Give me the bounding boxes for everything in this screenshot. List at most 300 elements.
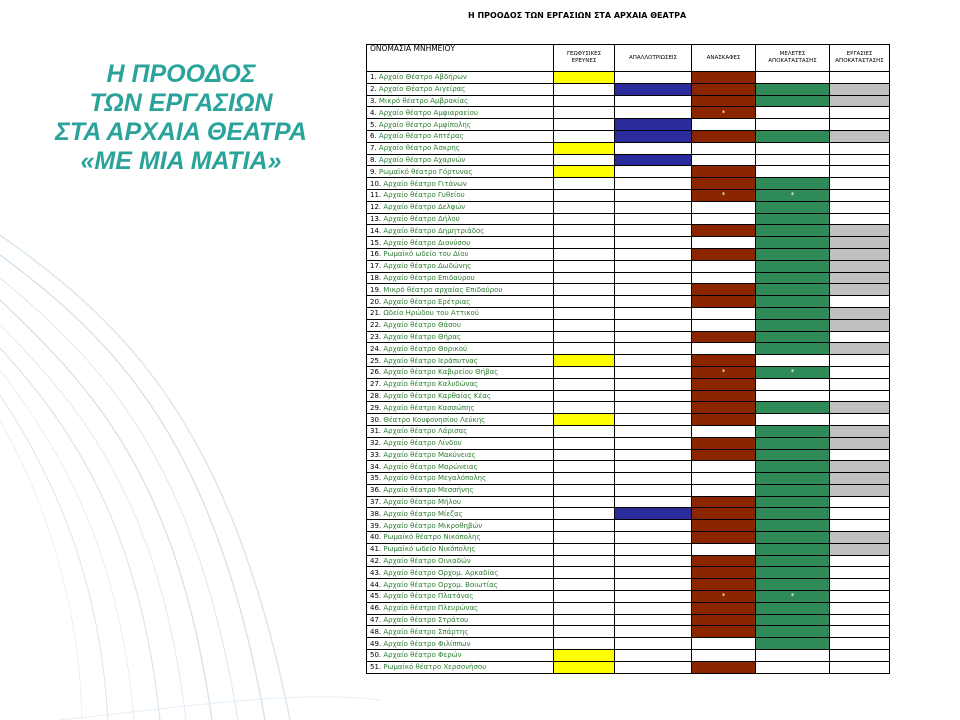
monument-name-cell: [367, 496, 554, 508]
monument-name: Αρχαίο θέατρο Άσκρης: [378, 144, 460, 153]
status-cell-geophysical: [554, 154, 615, 166]
status-cell-expropriations: [615, 248, 692, 260]
status-cell-restoration-works: [830, 378, 890, 390]
status-cell-excavations: [692, 272, 756, 284]
status-cell-excavations: [692, 201, 756, 213]
status-cell-restoration-works: [830, 638, 890, 650]
monument-name: Αρχαίο θέατρο Πλατάνας: [383, 592, 474, 601]
status-cell-expropriations: [615, 366, 692, 378]
status-cell-geophysical: [554, 366, 615, 378]
status-cell-excavations: [692, 237, 756, 249]
status-cell-restoration-works: [830, 248, 890, 260]
status-cell-excavations: [692, 638, 756, 650]
status-cell-geophysical: [554, 532, 615, 544]
status-cell-restoration-studies: [756, 378, 830, 390]
status-cell-geophysical: [554, 355, 615, 367]
status-cell-geophysical: [554, 225, 615, 237]
monument-name-cell: [367, 237, 554, 249]
column-header-geophysical: ΓΕΩΦΥΣΙΚΕΣ ΕΡΕΥΝΕΣ: [554, 45, 615, 72]
monument-name: Ρωμαϊκό θέατρο Γόρτυνας: [378, 167, 473, 176]
table-row: [367, 213, 890, 225]
side-title-line: ΣΤΑ ΑΡΧΑΙΑ ΘΕΑΤΡΑ: [55, 118, 307, 146]
monument-number: 1.: [370, 73, 377, 82]
monument-name: Αρχαίο θέατρο Πλευρώνας: [383, 604, 479, 613]
monument-name: Αρχαίο θέατρο Θορικού: [383, 344, 468, 353]
monument-name-cell: [367, 473, 554, 485]
status-cell-restoration-studies: [756, 178, 830, 190]
table-row: [367, 107, 890, 119]
table-row: [367, 378, 890, 390]
monument-name: Αρχαίο θέατρο Φιλίππων: [383, 639, 471, 648]
monument-name: Αρχαίο θέατρο Δωδώνης: [383, 262, 472, 271]
monument-name-cell: [367, 626, 554, 638]
monument-name-cell: [367, 650, 554, 662]
monument-name-cell: [367, 532, 554, 544]
status-cell-geophysical: [554, 178, 615, 190]
monument-name: Ρωμαϊκό θέατρο Νικόπολης: [383, 533, 481, 542]
status-cell-expropriations: [615, 119, 692, 131]
table-row: [367, 260, 890, 272]
status-cell-expropriations: [615, 461, 692, 473]
status-cell-geophysical: [554, 390, 615, 402]
monument-name-cell: [367, 390, 554, 402]
status-cell-excavations: [692, 579, 756, 591]
status-cell-restoration-studies: [756, 107, 830, 119]
monument-name: Αρχαίο θέατρο Μίεζας: [383, 509, 463, 518]
monument-name: Ρωμαϊκό ωδείο του Δίου: [383, 250, 469, 259]
status-cell-restoration-studies: [756, 555, 830, 567]
status-cell-restoration-studies: [756, 614, 830, 626]
status-cell-expropriations: [615, 661, 692, 673]
status-cell-restoration-works: [830, 355, 890, 367]
table-row: [367, 284, 890, 296]
table-row: [367, 272, 890, 284]
status-cell-restoration-studies: [756, 95, 830, 107]
status-cell-expropriations: [615, 343, 692, 355]
status-cell-expropriations: [615, 532, 692, 544]
monument-name-cell: [367, 579, 554, 591]
status-cell-restoration-studies: [756, 567, 830, 579]
status-cell-geophysical: [554, 331, 615, 343]
status-cell-restoration-works: [830, 260, 890, 272]
monument-number: 49.: [370, 639, 382, 648]
status-cell-restoration-studies: [756, 72, 830, 84]
status-cell-excavations: [692, 331, 756, 343]
status-cell-restoration-works: [830, 95, 890, 107]
monument-name-cell: [367, 319, 554, 331]
status-cell-restoration-studies: [756, 237, 830, 249]
status-cell-expropriations: [615, 331, 692, 343]
monument-name-cell: [367, 661, 554, 673]
status-cell-expropriations: [615, 425, 692, 437]
status-cell-restoration-works: [830, 343, 890, 355]
table-row: [367, 614, 890, 626]
monument-name-cell: [367, 119, 554, 131]
status-cell-restoration-works: [830, 543, 890, 555]
column-header-restoration-works: ΕΡΓΑΣΙΕΣ ΑΠΟΚΑΤΑΣΤΑΣΗΣ: [830, 45, 890, 72]
status-cell-geophysical: [554, 201, 615, 213]
monument-name: Αρχαίο θέατρο Μεγαλόπολης: [383, 474, 487, 483]
status-cell-excavations: [692, 142, 756, 154]
monument-number: 23.: [370, 332, 382, 341]
status-cell-geophysical: [554, 260, 615, 272]
monument-number: 43.: [370, 568, 382, 577]
status-cell-restoration-studies: [756, 142, 830, 154]
status-cell-restoration-works: [830, 661, 890, 673]
monument-name-cell: [367, 425, 554, 437]
monument-number: 44.: [370, 580, 382, 589]
monument-name-cell: [367, 272, 554, 284]
status-cell-geophysical: [554, 614, 615, 626]
status-cell-excavations: *: [692, 189, 756, 201]
status-cell-restoration-studies: [756, 626, 830, 638]
table-row: [367, 331, 890, 343]
status-cell-restoration-studies: [756, 260, 830, 272]
status-cell-restoration-works: [830, 284, 890, 296]
monument-name: Θέατρο Κουφονησίου Λεύκης: [383, 415, 486, 424]
status-cell-restoration-works: [830, 449, 890, 461]
status-cell-excavations: [692, 543, 756, 555]
monument-number: 19.: [370, 285, 382, 294]
status-cell-geophysical: [554, 142, 615, 154]
monument-number: 36.: [370, 486, 382, 495]
monument-name: Αρχαίο θέατρο Θήρας: [383, 332, 462, 341]
table-row: [367, 437, 890, 449]
status-cell-geophysical: [554, 661, 615, 673]
status-cell-restoration-studies: [756, 520, 830, 532]
status-cell-excavations: [692, 484, 756, 496]
table-title: Η ΠΡΟΟΔΟΣ ΤΩΝ ΕΡΓΑΣΙΩΝ ΣΤΑ ΑΡΧΑΙΑ ΘΕΑΤΡΑ: [468, 11, 687, 20]
table-header-row: [367, 45, 890, 72]
status-cell-restoration-works: [830, 602, 890, 614]
status-cell-restoration-works: [830, 484, 890, 496]
status-cell-geophysical: [554, 237, 615, 249]
table-row: [367, 248, 890, 260]
status-cell-excavations: [692, 307, 756, 319]
status-cell-restoration-works: [830, 591, 890, 603]
monument-name-cell: [367, 402, 554, 414]
status-cell-excavations: *: [692, 591, 756, 603]
status-cell-excavations: [692, 520, 756, 532]
table-row: [367, 567, 890, 579]
status-cell-expropriations: [615, 390, 692, 402]
monument-name: Αρχαίο θέατρο Αμφίπολης: [378, 120, 471, 129]
status-cell-restoration-studies: [756, 307, 830, 319]
monument-number: 38.: [370, 509, 382, 518]
status-cell-excavations: [692, 296, 756, 308]
status-cell-restoration-studies: [756, 201, 830, 213]
table-row: [367, 178, 890, 190]
status-cell-excavations: [692, 496, 756, 508]
table-row: [367, 626, 890, 638]
monument-name: Αρχαίο θέατρο Διονύσου: [383, 238, 471, 247]
table-row: [367, 508, 890, 520]
status-cell-expropriations: [615, 284, 692, 296]
status-cell-expropriations: [615, 154, 692, 166]
status-cell-restoration-studies: [756, 331, 830, 343]
monument-name-cell: [367, 567, 554, 579]
status-cell-restoration-studies: [756, 543, 830, 555]
monument-number: 40.: [370, 533, 382, 542]
monument-name: Αρχαίο θέατρο Ερέτριας: [383, 297, 471, 306]
monument-name: Αρχαίο θέατρο Αχαρνών: [378, 155, 466, 164]
monument-name-cell: [367, 284, 554, 296]
status-cell-restoration-studies: *: [756, 591, 830, 603]
status-cell-excavations: [692, 461, 756, 473]
monument-name-cell: [367, 201, 554, 213]
status-cell-restoration-studies: [756, 579, 830, 591]
monument-name: Αρχαίο Θέατρο Αβδήρων: [378, 73, 467, 82]
table-row: [367, 591, 890, 603]
monument-name: Αρχαίο θέατρο Δημητριάδος: [383, 226, 485, 235]
status-cell-restoration-studies: [756, 661, 830, 673]
monument-name: Αρχαίο θέατρο Μικροθηβών: [383, 521, 483, 530]
status-cell-excavations: [692, 414, 756, 426]
monument-number: 31.: [370, 427, 382, 436]
table-row: [367, 449, 890, 461]
status-cell-restoration-works: [830, 201, 890, 213]
status-cell-expropriations: [615, 602, 692, 614]
table-row: [367, 366, 890, 378]
monument-name-cell: [367, 543, 554, 555]
status-cell-excavations: [692, 83, 756, 95]
status-cell-geophysical: [554, 567, 615, 579]
monument-name: Ρωμαϊκό ωδείο Νικόπολης: [383, 545, 476, 554]
monument-name: Αρχαίο θέατρο Δελφών: [383, 203, 466, 212]
status-cell-restoration-works: [830, 473, 890, 485]
monument-name: Μικρό θέατρο αρχαίας Επιδαύρου: [383, 285, 503, 294]
table-row: [367, 296, 890, 308]
monument-number: 14.: [370, 226, 382, 235]
status-cell-expropriations: [615, 508, 692, 520]
status-cell-expropriations: [615, 402, 692, 414]
side-title-line: «ΜΕ ΜΙΑ ΜΑΤΙΑ»: [80, 147, 282, 175]
monument-number: 32.: [370, 439, 382, 448]
status-cell-expropriations: [615, 142, 692, 154]
status-cell-expropriations: [615, 579, 692, 591]
status-cell-expropriations: [615, 638, 692, 650]
status-cell-geophysical: [554, 119, 615, 131]
monument-name-cell: [367, 154, 554, 166]
monument-name: Αρχαίο θέατρο Δήλου: [383, 214, 460, 223]
status-cell-expropriations: [615, 83, 692, 95]
monument-name-cell: [367, 331, 554, 343]
status-cell-restoration-works: [830, 237, 890, 249]
status-cell-geophysical: [554, 508, 615, 520]
monument-number: 28.: [370, 391, 382, 400]
monument-name: Αρχαίο θέατρο Ορχομ. Αρκαδίας: [383, 568, 499, 577]
monument-number: 42.: [370, 557, 382, 566]
status-cell-expropriations: [615, 319, 692, 331]
table-row: [367, 130, 890, 142]
status-cell-restoration-studies: [756, 496, 830, 508]
status-cell-restoration-studies: [756, 473, 830, 485]
status-cell-geophysical: [554, 248, 615, 260]
status-cell-expropriations: [615, 189, 692, 201]
monument-name: Αρχαίο θέατρο Λίνδου: [383, 439, 462, 448]
status-cell-restoration-works: [830, 402, 890, 414]
status-cell-geophysical: [554, 272, 615, 284]
status-cell-restoration-works: [830, 520, 890, 532]
status-cell-excavations: [692, 178, 756, 190]
monument-name: Αρχαίο θέατρο Λάρισας: [383, 427, 468, 436]
monument-name-cell: [367, 355, 554, 367]
status-cell-restoration-studies: [756, 425, 830, 437]
monument-name-cell: [367, 107, 554, 119]
status-cell-expropriations: [615, 567, 692, 579]
table-row: [367, 390, 890, 402]
column-header-expropriations: ΑΠΑΛΛΟΤΡΙΩΣΕΙΣ: [615, 45, 692, 72]
status-cell-excavations: [692, 95, 756, 107]
monument-name-cell: [367, 378, 554, 390]
status-cell-expropriations: [615, 166, 692, 178]
status-cell-restoration-works: [830, 72, 890, 84]
status-cell-excavations: [692, 378, 756, 390]
status-cell-expropriations: [615, 449, 692, 461]
monument-name-cell: [367, 72, 554, 84]
status-cell-geophysical: [554, 473, 615, 485]
table-row: [367, 496, 890, 508]
monument-number: 37.: [370, 498, 382, 507]
status-cell-excavations: [692, 355, 756, 367]
monument-name-cell: [367, 83, 554, 95]
monument-number: 39.: [370, 521, 382, 530]
monument-number: 30.: [370, 415, 382, 424]
monument-name-cell: [367, 307, 554, 319]
status-cell-expropriations: [615, 555, 692, 567]
monument-name: Αρχαίο θέατρο Απτέρας: [378, 132, 464, 141]
table-row: [367, 95, 890, 107]
table-row: [367, 83, 890, 95]
status-cell-expropriations: [615, 272, 692, 284]
monument-name-cell: [367, 461, 554, 473]
table-row: [367, 543, 890, 555]
monument-number: 15.: [370, 238, 382, 247]
status-cell-restoration-works: [830, 189, 890, 201]
table-row: [367, 579, 890, 591]
status-cell-restoration-works: [830, 650, 890, 662]
status-cell-restoration-works: [830, 579, 890, 591]
monument-number: 3.: [370, 96, 377, 105]
status-cell-expropriations: [615, 355, 692, 367]
status-cell-restoration-studies: [756, 437, 830, 449]
status-cell-restoration-studies: [756, 461, 830, 473]
status-cell-expropriations: [615, 307, 692, 319]
status-cell-geophysical: [554, 461, 615, 473]
status-cell-geophysical: [554, 166, 615, 178]
monument-number: 18.: [370, 273, 382, 282]
status-cell-expropriations: [615, 237, 692, 249]
table-row: [367, 520, 890, 532]
monument-number: 6.: [370, 132, 377, 141]
status-cell-restoration-works: [830, 425, 890, 437]
monument-number: 16.: [370, 250, 382, 259]
table-row: [367, 414, 890, 426]
status-cell-excavations: [692, 343, 756, 355]
status-cell-geophysical: [554, 496, 615, 508]
monument-name: Αρχαίο θέατρο Ορχομ. Βοιωτίας: [383, 580, 498, 589]
status-cell-expropriations: [615, 591, 692, 603]
monument-number: 51.: [370, 663, 382, 672]
table-row: [367, 237, 890, 249]
monument-name-cell: [367, 189, 554, 201]
monument-name-cell: [367, 555, 554, 567]
status-cell-expropriations: [615, 95, 692, 107]
status-cell-restoration-works: [830, 130, 890, 142]
status-cell-restoration-studies: [756, 650, 830, 662]
status-cell-expropriations: [615, 213, 692, 225]
status-cell-geophysical: [554, 319, 615, 331]
status-cell-expropriations: [615, 72, 692, 84]
status-cell-expropriations: [615, 437, 692, 449]
table-row: [367, 661, 890, 673]
monument-number: 8.: [370, 155, 377, 164]
table-row: [367, 532, 890, 544]
table-row: [367, 355, 890, 367]
status-cell-restoration-works: [830, 154, 890, 166]
monument-number: 47.: [370, 616, 382, 625]
status-cell-excavations: *: [692, 366, 756, 378]
status-cell-geophysical: [554, 189, 615, 201]
status-cell-expropriations: [615, 225, 692, 237]
status-cell-restoration-works: [830, 213, 890, 225]
monument-number: 2.: [370, 85, 377, 94]
status-cell-restoration-works: [830, 614, 890, 626]
status-cell-geophysical: [554, 378, 615, 390]
status-cell-geophysical: [554, 650, 615, 662]
status-cell-excavations: [692, 72, 756, 84]
status-cell-restoration-studies: [756, 83, 830, 95]
status-cell-expropriations: [615, 201, 692, 213]
status-cell-restoration-studies: [756, 484, 830, 496]
status-cell-restoration-studies: [756, 414, 830, 426]
monument-name: Αρχαίο θέατρο Γιτάνων: [383, 179, 467, 188]
status-cell-restoration-works: [830, 532, 890, 544]
status-cell-restoration-works: [830, 567, 890, 579]
status-cell-restoration-works: [830, 296, 890, 308]
status-cell-restoration-studies: [756, 343, 830, 355]
status-cell-geophysical: [554, 638, 615, 650]
status-cell-restoration-studies: [756, 355, 830, 367]
status-cell-excavations: [692, 661, 756, 673]
monument-number: 25.: [370, 356, 382, 365]
monument-name-cell: [367, 213, 554, 225]
status-cell-restoration-studies: [756, 319, 830, 331]
status-cell-excavations: [692, 602, 756, 614]
table-row: [367, 555, 890, 567]
status-cell-restoration-works: [830, 366, 890, 378]
monument-name: Ωδείο Ηρώδου του Αττικού: [383, 309, 479, 318]
monument-number: 45.: [370, 592, 382, 601]
progress-table: [366, 44, 890, 674]
status-cell-geophysical: [554, 213, 615, 225]
status-cell-restoration-works: [830, 119, 890, 131]
status-cell-geophysical: [554, 425, 615, 437]
monument-name-cell: [367, 296, 554, 308]
status-cell-restoration-studies: [756, 284, 830, 296]
monument-name: Αρχαίο Θέατρο Αιγείρας: [378, 85, 466, 94]
monument-name-cell: [367, 414, 554, 426]
table-row: [367, 319, 890, 331]
monument-name-cell: [367, 366, 554, 378]
status-cell-excavations: *: [692, 107, 756, 119]
status-cell-expropriations: [615, 626, 692, 638]
status-cell-restoration-works: [830, 225, 890, 237]
status-cell-restoration-works: [830, 555, 890, 567]
side-title-line: Η ΠΡΟΟΔΟΣ: [106, 60, 256, 88]
monument-name-cell: [367, 95, 554, 107]
monument-name-cell: [367, 638, 554, 650]
